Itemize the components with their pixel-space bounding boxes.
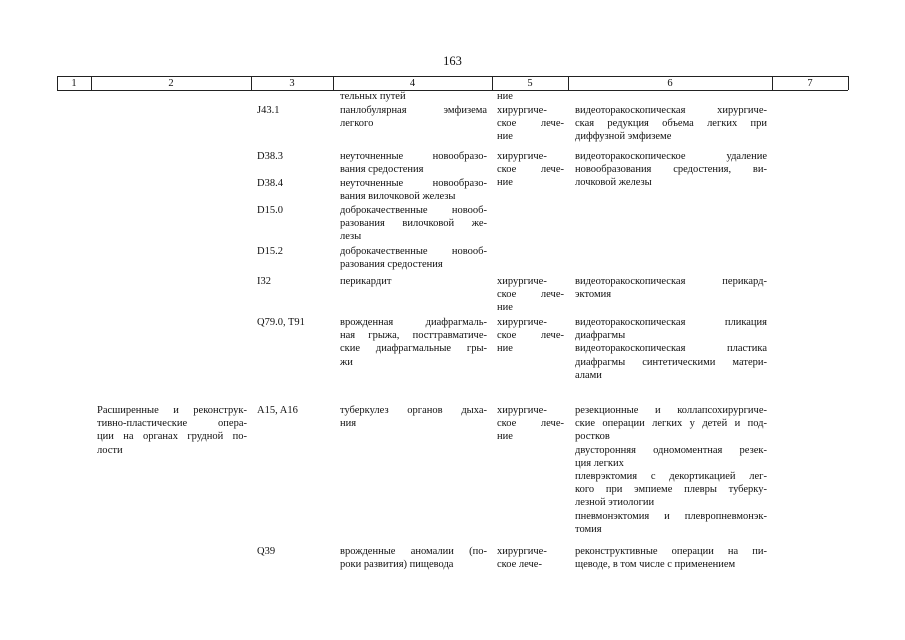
disease-model-line: жи — [340, 356, 353, 368]
treatment-method-line: резекционные и коллапсохирургиче- — [575, 405, 767, 416]
diagnosis-code: I32 — [257, 276, 271, 287]
disease-model-line: вания средостения — [340, 164, 424, 176]
treatment-method-line: видеоторакоскопическая пликация — [575, 317, 767, 328]
treatment-type-line: ское лече- — [497, 118, 564, 130]
disease-model-line: лезы — [340, 231, 362, 243]
diagnosis-code: D15.2 — [257, 246, 283, 257]
treatment-type-line: ние — [497, 431, 513, 443]
diagnosis-code: Q39 — [257, 546, 276, 557]
disease-model-line: туберкулез органов дыха- — [340, 405, 487, 416]
diagnosis-code: D38.3 — [257, 151, 283, 162]
treatment-type-line: ское лече- — [497, 289, 564, 301]
treatment-method-line: томия — [575, 523, 602, 535]
treatment-method — [575, 275, 767, 301]
disease-model-line: врожденные аномалии (по- — [340, 546, 487, 557]
disease-model — [340, 404, 487, 430]
treatment-type-line: хирургиче- — [497, 151, 547, 162]
disease-model-line: доброкачественные новооб- — [340, 246, 487, 257]
group-name — [97, 404, 247, 457]
disease-model — [340, 150, 487, 176]
column-header-2: 2 — [168, 78, 174, 89]
treatment-method-line: эктомия — [575, 289, 612, 301]
header-bottom-rule — [57, 90, 848, 91]
diagnosis-code: A15, A16 — [257, 405, 298, 416]
treatment-method — [575, 404, 767, 444]
disease-model-line: ная грыжа, посттравматиче- — [340, 330, 487, 342]
disease-model-line: разования вилочковой же- — [340, 218, 487, 230]
treatment-method-line: диафрагмы синтетическими матери- — [575, 356, 767, 368]
column-header-7: 7 — [807, 78, 813, 89]
disease-model — [340, 545, 487, 571]
treatment-method — [575, 316, 767, 342]
treatment-type — [497, 275, 564, 315]
column-header-1: 1 — [71, 78, 77, 89]
column-header-3: 3 — [289, 78, 295, 89]
treatment-method — [575, 150, 767, 190]
diagnosis-code: J43.1 — [257, 105, 280, 116]
treatment-type-line: хирургиче- — [497, 105, 547, 116]
treatment-type-line: ское лече- — [497, 330, 564, 342]
header-top-rule — [57, 76, 848, 77]
diagnosis-code: D15.0 — [257, 205, 283, 216]
treatment-type — [497, 104, 564, 144]
treatment-method-line: реконструктивные операции на пи- — [575, 546, 767, 557]
page-number: 163 — [443, 54, 462, 68]
disease-model-line: неуточненные новообразо- — [340, 151, 487, 162]
disease-model-line: вания вилочковой железы — [340, 191, 456, 203]
treatment-method-line: щеводе, в том числе с применением — [575, 559, 736, 571]
disease-model-line: врожденная диафрагмаль- — [340, 317, 487, 328]
treatment-method-line: новообразования средостения, ви- — [575, 164, 767, 176]
treatment-method-line: пневмонэктомия и плевропневмонэк- — [575, 510, 767, 522]
continuation-disease: тельных путей — [340, 91, 406, 102]
column-header-4: 4 — [409, 78, 416, 89]
treatment-method-line: алами — [575, 369, 602, 381]
disease-model-line: ния — [340, 418, 357, 430]
treatment-method — [575, 510, 767, 536]
treatment-type-line: ние — [497, 343, 513, 355]
treatment-method-line: видеоторакоскопическая перикард- — [575, 276, 767, 287]
treatment-method-line: плеврэктомия с декортикацией лег- — [575, 471, 767, 482]
disease-model-line: легкого — [340, 118, 374, 130]
disease-model — [340, 204, 487, 244]
treatment-type-line: ское лече- — [497, 559, 542, 571]
treatment-type-line: хирургиче- — [497, 276, 547, 287]
disease-model-line: разования средостения — [340, 259, 443, 271]
treatment-method-line: ские операции легких у детей и под- — [575, 418, 767, 430]
treatment-method-line: видеоторакоскопическая пластика — [575, 343, 767, 355]
treatment-method-line: лочковой железы — [575, 177, 652, 189]
treatment-type-line: ние — [497, 177, 513, 189]
treatment-method-line: двусторонняя одномоментная резек- — [575, 444, 767, 456]
treatment-method-line: кого при эмпиеме плевры туберку- — [575, 484, 767, 496]
treatment-method-line: видеоторакоскопическая хирургиче- — [575, 105, 767, 116]
group-name-line: Расширенные и реконструк- — [97, 405, 247, 416]
treatment-method-line: лезной этиологии — [575, 497, 655, 509]
disease-model-line: панлобулярная эмфизема — [340, 105, 487, 116]
treatment-method-line: ская редукция объема легких при — [575, 118, 767, 130]
treatment-type — [497, 545, 564, 571]
disease-model — [340, 177, 487, 203]
diagnosis-code: D38.4 — [257, 178, 283, 189]
diagnosis-code: Q79.0, T91 — [257, 317, 305, 328]
disease-model — [340, 104, 487, 130]
column-header-6: 6 — [667, 78, 673, 89]
treatment-type-line: ское лече- — [497, 418, 564, 430]
treatment-method-line: ростков — [575, 431, 610, 443]
treatment-method-line: диафрагмы — [575, 330, 626, 342]
disease-model — [340, 275, 487, 288]
treatment-method — [575, 470, 767, 510]
header-divider — [848, 76, 849, 90]
treatment-type — [497, 150, 564, 190]
treatment-type-line: ние — [497, 302, 513, 314]
disease-model-line: доброкачественные новооб- — [340, 205, 487, 216]
treatment-method-line: ция легких — [575, 457, 624, 469]
disease-model-line: роки развития) пищевода — [340, 559, 454, 571]
disease-model — [340, 245, 487, 271]
column-header-5: 5 — [527, 78, 533, 89]
disease-model-line: неуточненные новообразо- — [340, 178, 487, 189]
disease-model-line: перикардит — [340, 276, 392, 287]
treatment-type-line: хирургиче- — [497, 317, 547, 328]
group-name-line: ции на органах грудной по- — [97, 431, 247, 443]
treatment-method-line: видеоторакоскопическое удаление — [575, 151, 767, 162]
group-name-line: лости — [97, 444, 123, 456]
treatment-method-line: диффузной эмфиземе — [575, 131, 672, 143]
treatment-method — [575, 342, 767, 382]
disease-model-line: ские диафрагмальные гры- — [340, 343, 487, 355]
treatment-type-line: ское лече- — [497, 164, 564, 176]
treatment-type — [497, 404, 564, 444]
group-name-line: тивно-пластические опера- — [97, 418, 247, 430]
treatment-type-line: хирургиче- — [497, 546, 547, 557]
treatment-method — [575, 545, 767, 571]
treatment-type-line: ние — [497, 131, 513, 143]
treatment-type — [497, 316, 564, 356]
treatment-type-line: хирургиче- — [497, 405, 547, 416]
disease-model — [340, 316, 487, 369]
treatment-method — [575, 104, 767, 144]
continuation-treatment: ние — [497, 91, 513, 102]
treatment-method — [575, 444, 767, 470]
